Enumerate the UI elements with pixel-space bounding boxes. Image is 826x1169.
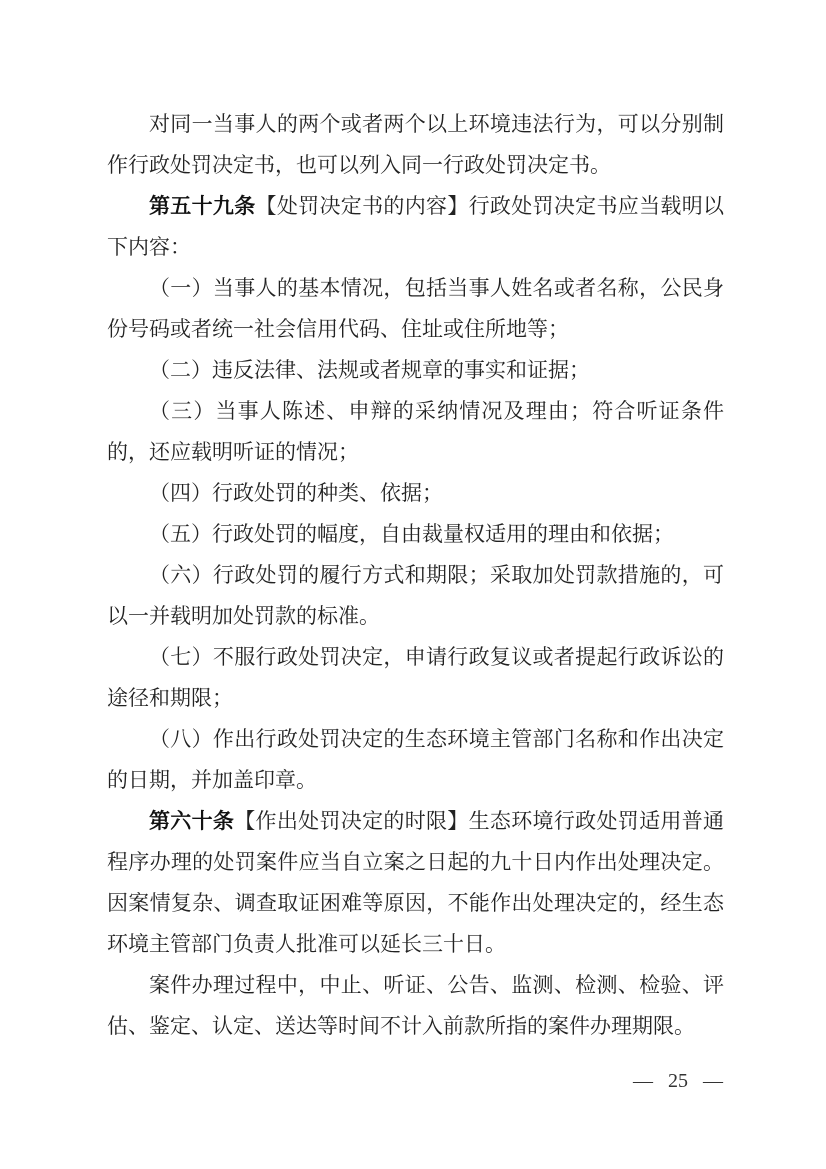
paragraph-item-8: （八）作出行政处罚决定的生态环境主管部门名称和作出决定的日期，并加盖印章。: [107, 727, 724, 792]
page-number: — 25 —: [633, 1070, 723, 1092]
article-60-text: 【作出处罚决定的时限】生态环境行政处罚适用普通程序办理的处罚案件应当自立案之日起的九十日内作出处理决定。因案情复杂、调查取证困难等原因，不能作出处理决定的，经生态环境主管部门负责人批准可以延长三十日。: [107, 809, 725, 956]
article-60-heading: 第六十条: [149, 809, 235, 833]
paragraph-case-handling-time: 案件办理过程中，中止、听证、公告、监测、检测、检验、评估、鉴定、认定、送达等时间不计入前款所指的案件办理期限。: [107, 973, 724, 1038]
paragraph-article-59: [107, 186, 724, 268]
document-text: [107, 104, 724, 1047]
article-59-heading: 第五十九条: [149, 194, 256, 218]
paragraph-item-3: （三）当事人陈述、申辩的采纳情况及理由；符合听证条件的，还应载明听证的情况；: [107, 399, 724, 464]
article-59-text: 【处罚决定书的内容】行政处罚决定书应当载明以下内容：: [107, 194, 725, 259]
paragraph-item-6: （六）行政处罚的履行方式和期限；采取加处罚款措施的，可以一并载明加处罚款的标准。: [107, 563, 724, 628]
paragraph-article-60: [107, 801, 724, 965]
paragraph-item-2: （二）违反法律、法规或者规章的事实和证据；: [149, 358, 590, 382]
paragraph-multiple-violations: 对同一当事人的两个或者两个以上环境违法行为，可以分别制作行政处罚决定书，也可以列入同一行政处罚决定书。: [107, 112, 724, 177]
paragraph-item-1: （一）当事人的基本情况，包括当事人姓名或者名称，公民身份号码或者统一社会信用代码、住址或住所地等；: [107, 276, 724, 341]
paragraph-item-4: （四）行政处罚的种类、依据；: [149, 481, 443, 505]
paragraph-item-7: （七）不服行政处罚决定，申请行政复议或者提起行政诉讼的途径和期限；: [107, 645, 724, 710]
paragraph-item-5: （五）行政处罚的幅度，自由裁量权适用的理由和依据；: [149, 522, 674, 546]
